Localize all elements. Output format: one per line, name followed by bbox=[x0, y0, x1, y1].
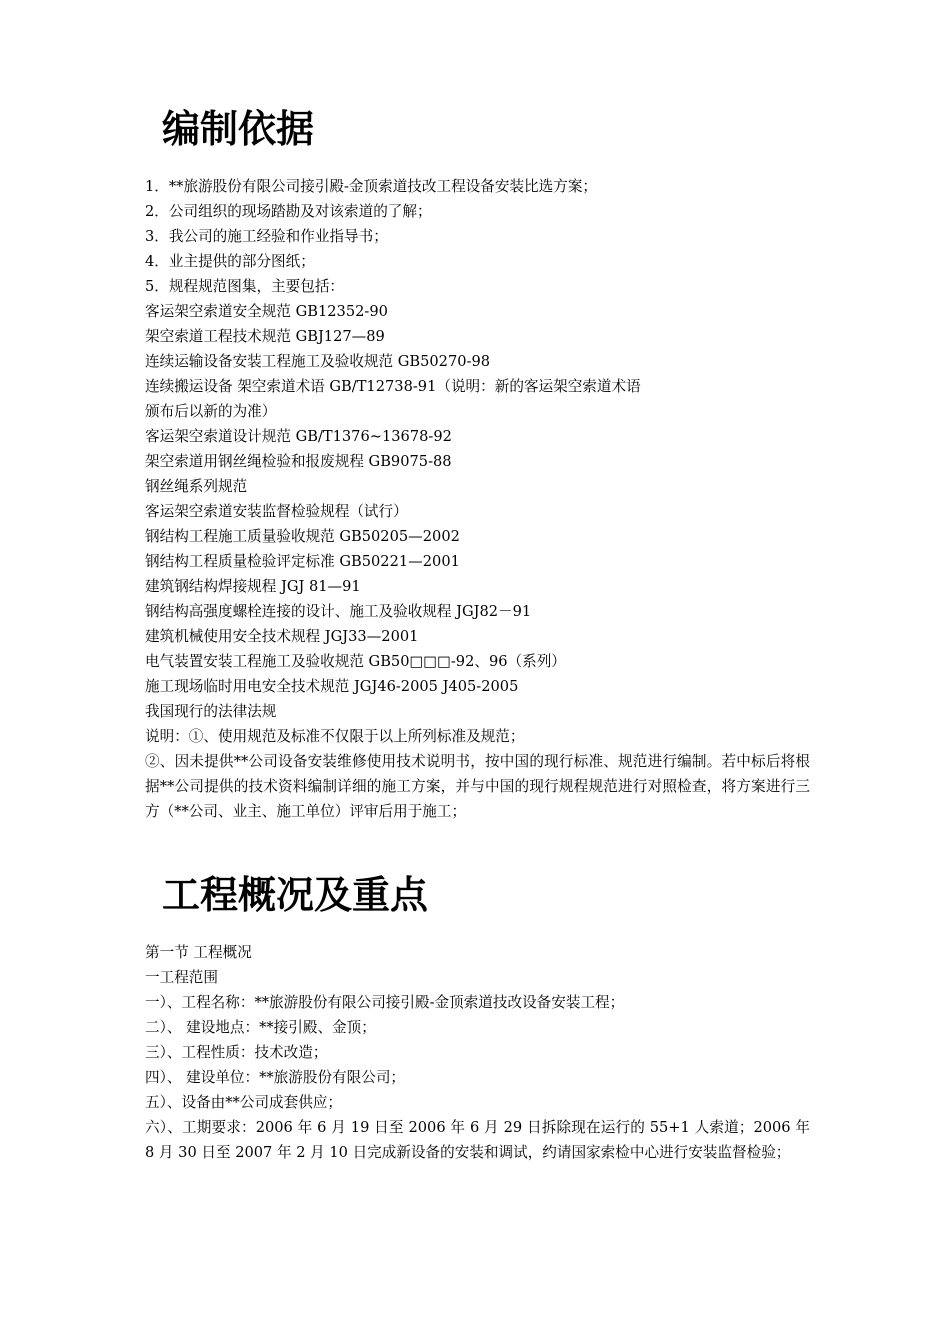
note-item-2: ②、因未提供**公司设备安装维修使用技术说明书，按中国的现行标准、规范进行编制。若中标后将根据**公司提供的技术资料编制详细的施工方案，并与中国的现行规程规范进行对照检查，将方案进行三方（**公司、业主、施工单位）评审后用于施工； bbox=[145, 753, 810, 820]
standard-item: 钢丝绳系列规范 bbox=[145, 478, 248, 495]
schedule-item: 六）、工期要求：2006 年 6 月 19 日至 2006 年 6 月 29 日拆除现在运行的 55+1 人索道；2006 年 8 月 30 日至 2007 年 2 月 10 日完成新设备的安装和调试，约请国家索检中心进行安装监督检验； bbox=[145, 1119, 810, 1161]
note-item-1: 说明：①、使用规范及标准不仅限于以上所列标准及规范； bbox=[145, 728, 525, 745]
compilation-basis-content bbox=[145, 174, 810, 824]
standard-item: 连续搬运设备 架空索道术语 GB/T12738-91（说明：新的客运架空索道术语 bbox=[145, 378, 641, 395]
standard-item: 客运架空索道安全规范 GB12352-90 bbox=[145, 303, 388, 320]
section-heading-compilation-basis: 编制依据 bbox=[162, 107, 315, 151]
standard-item: 客运架空索道设计规范 GB/T1376~13678-92 bbox=[145, 428, 452, 445]
standard-item: 客运架空索道安装监督检验规程（试行） bbox=[145, 503, 408, 520]
overview-item: 五）、设备由**公司成套供应； bbox=[145, 1094, 343, 1111]
standard-item: 建筑机械使用安全技术规程 JGJ33—2001 bbox=[145, 628, 419, 645]
overview-item: 三）、工程性质：技术改造； bbox=[145, 1044, 328, 1061]
section-heading-project-overview: 工程概况及重点 bbox=[162, 873, 429, 917]
basis-item: 2．公司组织的现场踏勘及对该索道的了解； bbox=[145, 203, 432, 220]
standard-item: 架空索道工程技术规范 GBJ127—89 bbox=[145, 328, 385, 345]
scope-title: 一工程范围 bbox=[145, 969, 218, 986]
basis-item: 4．业主提供的部分图纸； bbox=[145, 253, 315, 270]
standard-item: 施工现场临时用电安全技术规范 JGJ46-2005 J405-2005 bbox=[145, 678, 519, 695]
standard-item: 颁布后以新的为准） bbox=[145, 403, 277, 420]
overview-item: 二）、 建设地点：**接引殿、金顶； bbox=[145, 1019, 376, 1036]
basis-item: 5．规程规范图集，主要包括： bbox=[145, 278, 345, 295]
standard-item: 架空索道用钢丝绳检验和报废规程 GB9075-88 bbox=[145, 453, 452, 470]
standard-item: 钢结构高强度螺栓连接的设计、施工及验收规程 JGJ82－91 bbox=[145, 603, 532, 620]
project-overview-content bbox=[145, 940, 810, 1165]
subsection-title: 第一节 工程概况 bbox=[145, 944, 252, 961]
standard-item: 连续运输设备安装工程施工及验收规范 GB50270-98 bbox=[145, 353, 491, 370]
overview-item: 四）、 建设单位：**旅游股份有限公司； bbox=[145, 1069, 406, 1086]
standard-item: 钢结构工程施工质量验收规范 GB50205—2002 bbox=[145, 528, 460, 545]
basis-item: 1．**旅游股份有限公司接引殿-金顶索道技改工程设备安装比选方案； bbox=[145, 178, 598, 195]
standard-item: 电气装置安装工程施工及验收规范 GB50□□□-92、96（系列） bbox=[145, 653, 566, 670]
standard-item: 我国现行的法律法规 bbox=[145, 703, 277, 720]
standard-item: 钢结构工程质量检验评定标准 GB50221—2001 bbox=[145, 553, 460, 570]
standard-item: 建筑钢结构焊接规程 JGJ 81—91 bbox=[145, 578, 361, 595]
basis-item: 3．我公司的施工经验和作业指导书； bbox=[145, 228, 388, 245]
overview-item: 一）、工程名称：**旅游股份有限公司接引殿-金顶索道技改设备安装工程； bbox=[145, 994, 625, 1011]
